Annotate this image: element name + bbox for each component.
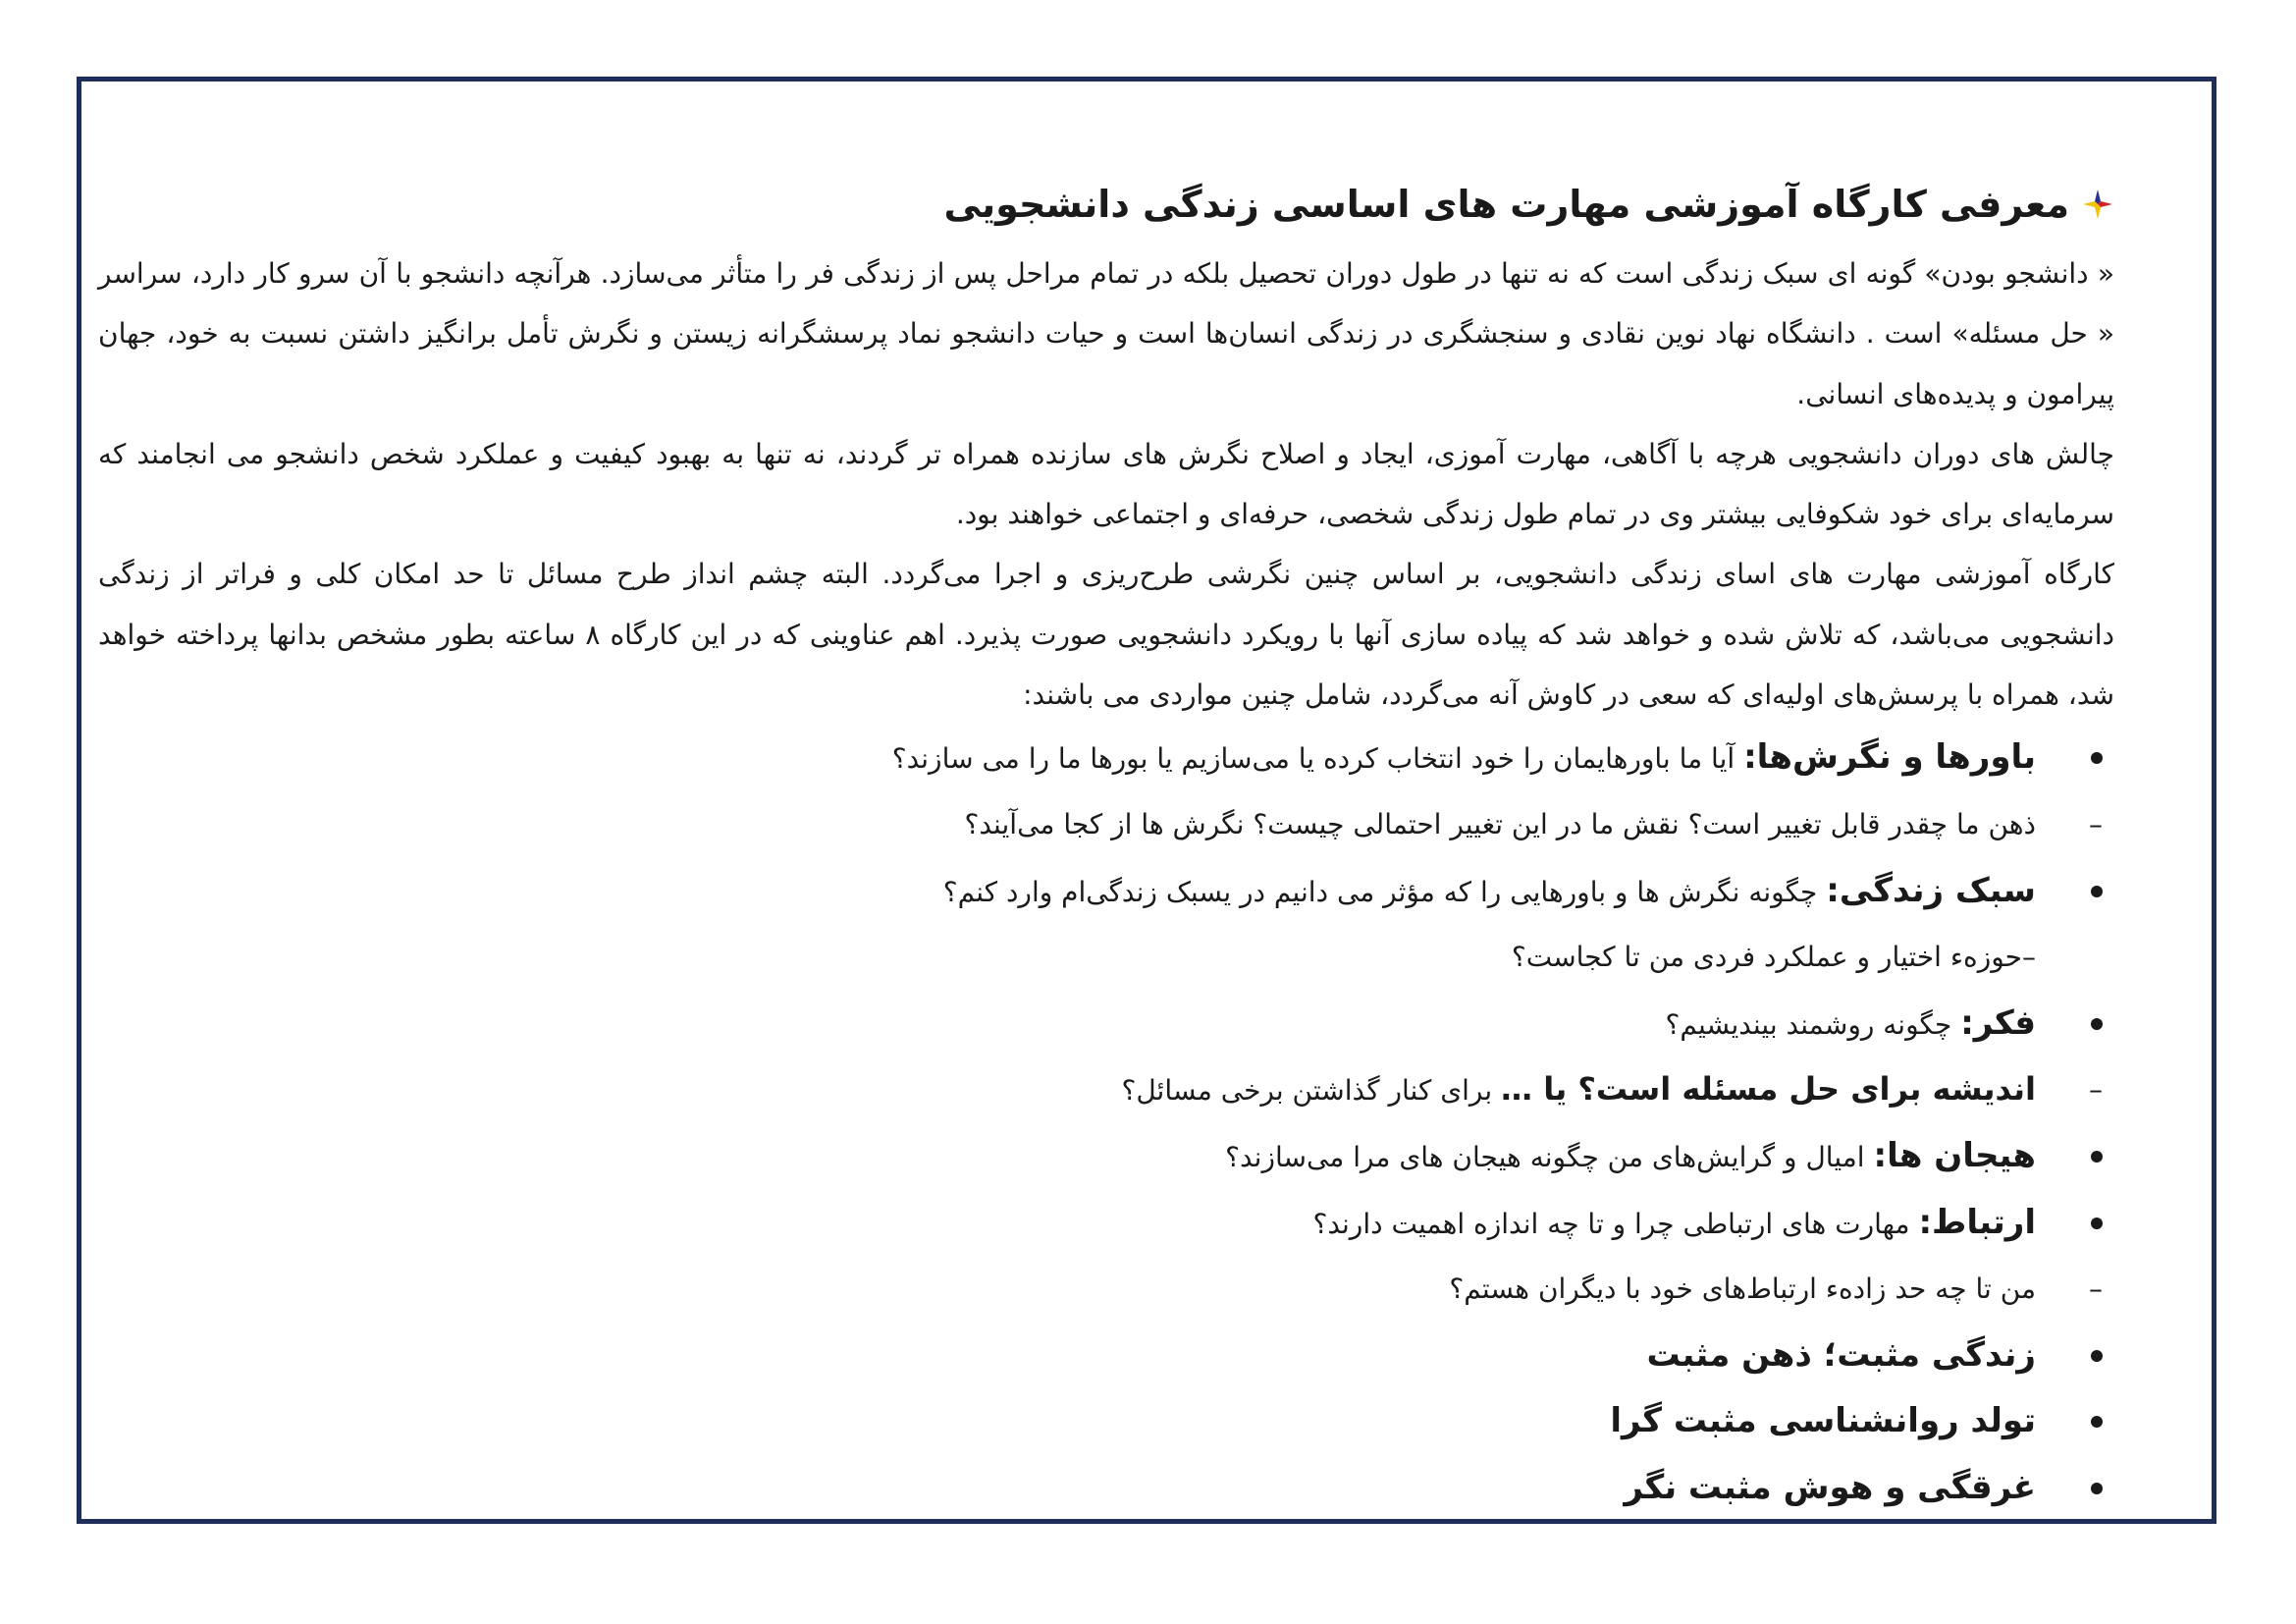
topic-question: امیال و گرایش‌های من چگونه هیجان های مرا می‌سازند؟ <box>1225 1140 1874 1173</box>
list-item <box>200 1056 2114 1123</box>
bullet-icon <box>2091 1483 2103 1494</box>
topic-term: باورها و نگرش‌ها: <box>1743 737 2036 778</box>
topic-term: فکر: <box>1960 1002 2036 1043</box>
topic-question: چگونه روشمند بیندیشیم؟ <box>1665 1007 1961 1041</box>
sub-question: –حوزهء اختیار و عملکرد فردی من تا کجاست؟ <box>1511 941 2036 974</box>
sub-question: من تا چه حد زادهء ارتباط‌های خود با دیگران هستم؟ <box>1449 1272 2036 1306</box>
topic-term: زندگی مثبت؛ ذهن مثبت <box>1646 1334 2036 1375</box>
challenges-paragraph: چالش های دوران دانشجویی هرچه با آگاهی، مهارت آموزی، ایجاد و اصلاح نگرش های سازنده همراه تر گردند، نه تنها به بهبود کیفیت و عملکرد شخص دانشجو می انجامند که سرمایه‌ای برای خود شکوفایی بیشتر وی در تمام طول زندگی شخصی، حرفه‌ای و اجتماعی خواهند بود. <box>98 437 2114 531</box>
colored-diamond-cross-icon <box>2081 188 2114 221</box>
page-title: معرفی کارگاه آموزشی مهارت های اساسی زندگی دانشجویی <box>943 183 2069 226</box>
list-item <box>200 1455 2114 1522</box>
bullet-icon <box>2091 1218 2103 1229</box>
topic-term: هیجان ها: <box>1873 1135 2036 1175</box>
topic-term: تولد روانشناسی مثبت گرا <box>1610 1401 2036 1441</box>
topics-list <box>200 725 2114 1521</box>
list-item <box>200 991 2114 1057</box>
list-item <box>200 1190 2114 1257</box>
sub-question-bold: اندیشه برای حل مسئله است؟ یا … <box>1501 1070 2036 1109</box>
list-item <box>200 924 2114 991</box>
bullet-icon <box>2091 1350 2103 1362</box>
intro-paragraph: « دانشجو بودن» گونه ای سبک زندگی است که نه تنها در طول دوران تحصیل بلکه در تمام مراحل پس از زندگی فر را متأثر می‌سازد. هرآنچه دانشجو با آن سرو کار دارد، سراسر « حل مسئله» است . دانشگاه نهاد نوین نقادی و سنجشگری در زندگی انسان‌ها است و حیات دانشجو نماد پرسشگرانه زیستن و نگرش تأمل برانگیز داشتن نسبت به خود، جهان پیرامون و پدیده‌های انسانی. <box>98 257 2114 410</box>
list-item <box>200 1256 2114 1323</box>
list-item <box>200 791 2114 858</box>
dash-icon: – <box>2089 807 2103 840</box>
bullet-icon <box>2091 1416 2103 1428</box>
topic-term: غرقگی و هوش مثبت نگر <box>1624 1467 2036 1507</box>
topic-question: چگونه نگرش ها و باورهایی را که مؤثر می دانیم در یسبک زندگی‌ام وارد کنم؟ <box>942 875 1827 908</box>
list-item <box>200 858 2114 925</box>
bullet-icon <box>2091 1018 2103 1030</box>
document-content <box>98 173 2114 1522</box>
bullet-icon <box>2091 1151 2103 1163</box>
heading-row <box>98 173 2114 236</box>
bullet-icon <box>2091 886 2103 897</box>
topic-term: سبک زندگی: <box>1826 870 2036 910</box>
topic-term: ارتباط: <box>1918 1202 2036 1242</box>
dash-icon: – <box>2089 1073 2103 1107</box>
bullet-icon <box>2091 752 2103 764</box>
topic-question: مهارت های ارتباطی چرا و تا چه اندازه اهمیت دارند؟ <box>1312 1207 1919 1240</box>
sub-question: برای کنار گذاشتن برخی مسائل؟ <box>1121 1074 1502 1108</box>
list-item <box>200 725 2114 791</box>
list-item <box>200 1123 2114 1190</box>
list-item <box>200 1323 2114 1389</box>
workshop-paragraph: کارگاه آموزشی مهارت های اسای زندگی دانشجویی، بر اساس چنین نگرشی طرح‌ریزی و اجرا می‌گردد. البته چشم انداز طرح مسائل تا حد امکان کلی و فراتر از زندگی دانشجویی می‌باشد، که تلاش شده و خواهد شد که پیاده سازی آنها با رویکرد دانشجویی صورت پذیرد. اهم عناوینی که در این کارگاه ۸ ساعته بطور مشخص بدانها پرداخته خواهد شد، همراه با پرسش‌های اولیه‌ای که سعی در کاوش آنه می‌گردد، شامل چنین مواردی می باشند: <box>98 558 2115 712</box>
sub-question: ذهن ما چقدر قابل تغییر است؟ نقش ما در این تغییر احتمالی چیست؟ نگرش ها از کجا می‌آیند؟ <box>964 807 2036 840</box>
topic-question: آیا ما باورهایمان را خود انتخاب کرده یا می‌سازیم یا بورها ما را می سازند؟ <box>891 742 1744 776</box>
dash-icon: – <box>2089 1272 2103 1306</box>
list-item <box>200 1388 2114 1455</box>
